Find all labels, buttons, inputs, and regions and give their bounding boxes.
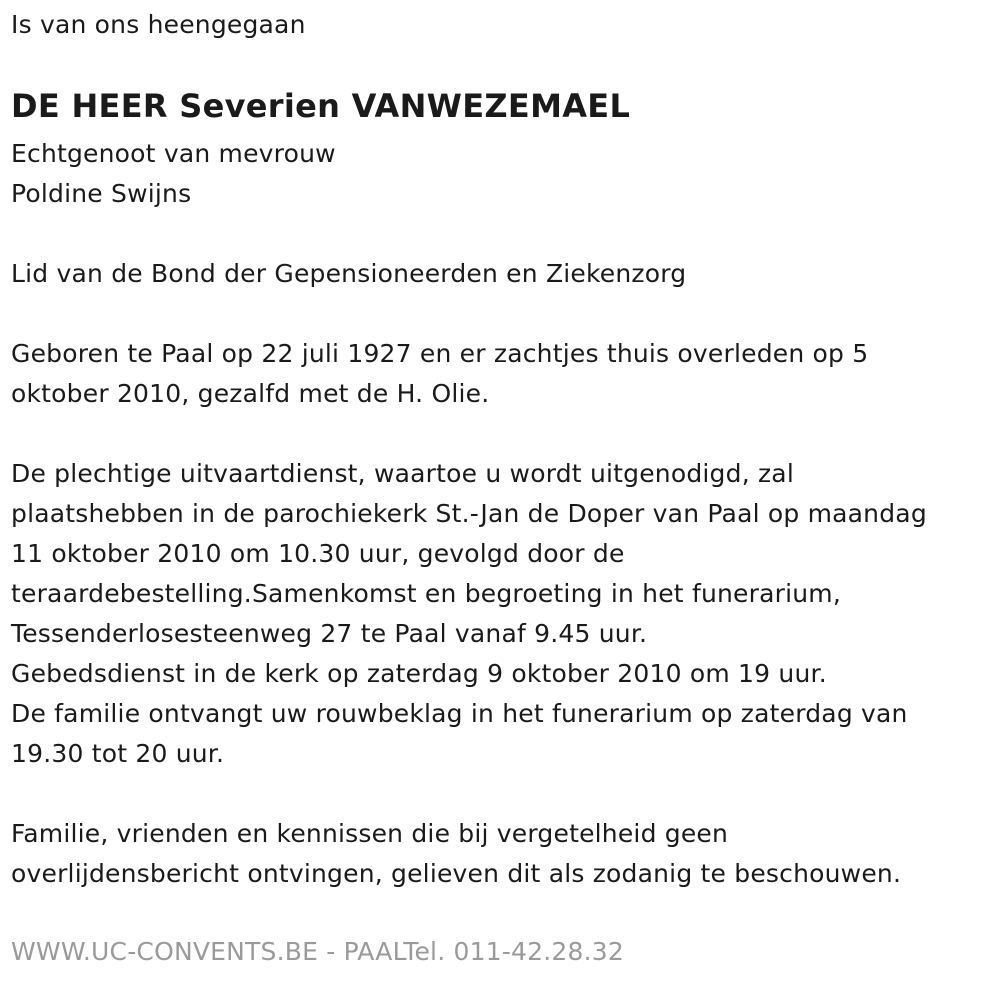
membership-text: Lid van de Bond der Gepensioneerden en Ziekenzorg	[11, 259, 687, 288]
footer-contact: WWW.UC-CONVENTS.BE - PAALTel. 011-42.28.32	[11, 937, 624, 966]
spouse-line-2: Poldine Swijns	[11, 179, 192, 208]
intro-text: Is van ons heengegaan	[11, 10, 306, 39]
deceased-name: DE HEER Severien VANWEZEMAEL	[11, 87, 631, 125]
birth-line-2: oktober 2010, gezalfd met de H. Olie.	[11, 379, 490, 408]
service-line-1: De plechtige uitvaartdienst, waartoe u wordt uitgenodigd, zal	[11, 459, 794, 488]
service-line-5: Tessenderlosesteenweg 27 te Paal vanaf 9.45 uur.	[11, 619, 648, 648]
service-line-6: Gebedsdienst in de kerk op zaterdag 9 oktober 2010 om 19 uur.	[11, 659, 827, 688]
service-line-4: teraardebestelling.Samenkomst en begroeting in het funerarium,	[11, 579, 841, 608]
service-line-7: De familie ontvangt uw rouwbeklag in het funerarium op zaterdag van	[11, 699, 908, 728]
service-line-2: plaatshebben in de parochiekerk St.-Jan de Doper van Paal op maandag	[11, 499, 927, 528]
service-line-8: 19.30 tot 20 uur.	[11, 739, 225, 768]
closing-line-2: overlijdensbericht ontvingen, gelieven dit als zodanig te beschouwen.	[11, 859, 902, 888]
closing-line-1: Familie, vrienden en kennissen die bij vergetelheid geen	[11, 819, 729, 848]
spouse-line-1: Echtgenoot van mevrouw	[11, 139, 336, 168]
birth-line-1: Geboren te Paal op 22 juli 1927 en er zachtjes thuis overleden op 5	[11, 339, 869, 368]
service-line-3: 11 oktober 2010 om 10.30 uur, gevolgd door de	[11, 539, 625, 568]
